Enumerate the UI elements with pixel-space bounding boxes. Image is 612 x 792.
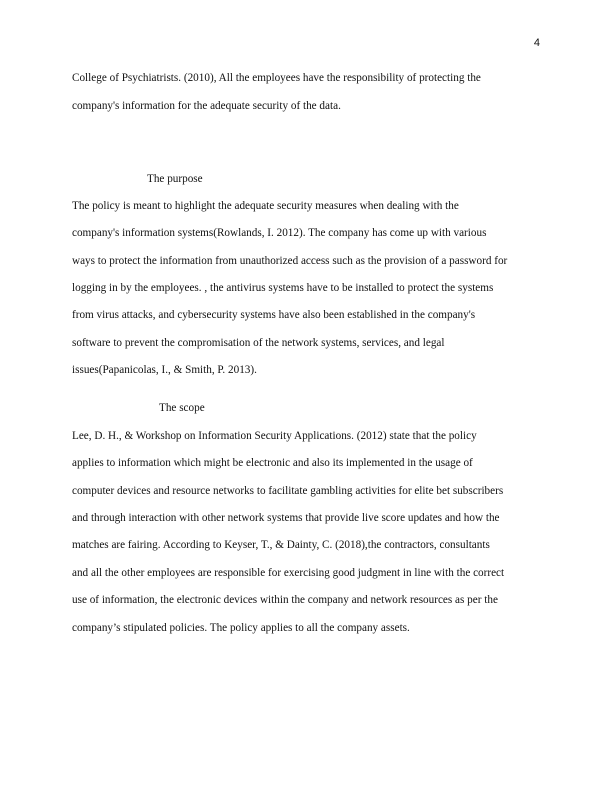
- intro-line-1: College of Psychiatrists. (2010), All the employees have the responsibility of protecting the: [72, 72, 481, 84]
- scope-line-4: and through interaction with other network systems that provide live score updates and how the: [72, 512, 500, 524]
- scope-line-7: use of information, the electronic devices within the company and network resources as per the: [72, 594, 498, 606]
- purpose-line-6: software to prevent the compromisation of the network systems, services, and legal: [72, 337, 445, 349]
- scope-line-1: Lee, D. H., & Workshop on Information Security Applications. (2012) state that the policy: [72, 430, 477, 442]
- intro-line-2: company's information for the adequate security of the data.: [72, 100, 341, 112]
- page-number: 4: [533, 37, 540, 49]
- scope-heading: The scope: [159, 402, 205, 414]
- scope-line-3: computer devices and resource networks to facilitate gambling activities for elite bet subscribers: [72, 485, 504, 497]
- purpose-line-7: issues(Papanicolas, I., & Smith, P. 2013).: [72, 364, 257, 376]
- scope-line-5: matches are fairing. According to Keyser, T., & Dainty, C. (2018),the contractors, consultants: [72, 539, 490, 551]
- purpose-line-5: from virus attacks, and cybersecurity systems have also been established in the company's: [72, 309, 476, 321]
- scope-line-2: applies to information which might be electronic and also its implemented in the usage of: [72, 457, 473, 469]
- scope-line-8: company’s stipulated policies. The policy applies to all the company assets.: [72, 622, 410, 634]
- scope-line-6: and all the other employees are responsible for exercising good judgment in line with the correct: [72, 567, 505, 579]
- purpose-line-1: The policy is meant to highlight the adequate security measures when dealing with the: [72, 200, 459, 212]
- purpose-line-4: logging in by the employees. , the antivirus systems have to be installed to protect the systems: [72, 282, 494, 294]
- purpose-line-3: ways to protect the information from unauthorized access such as the provision of a password for: [72, 255, 508, 267]
- purpose-line-2: company's information systems(Rowlands, I. 2012). The company has come up with various: [72, 227, 487, 239]
- purpose-heading: The purpose: [147, 173, 203, 185]
